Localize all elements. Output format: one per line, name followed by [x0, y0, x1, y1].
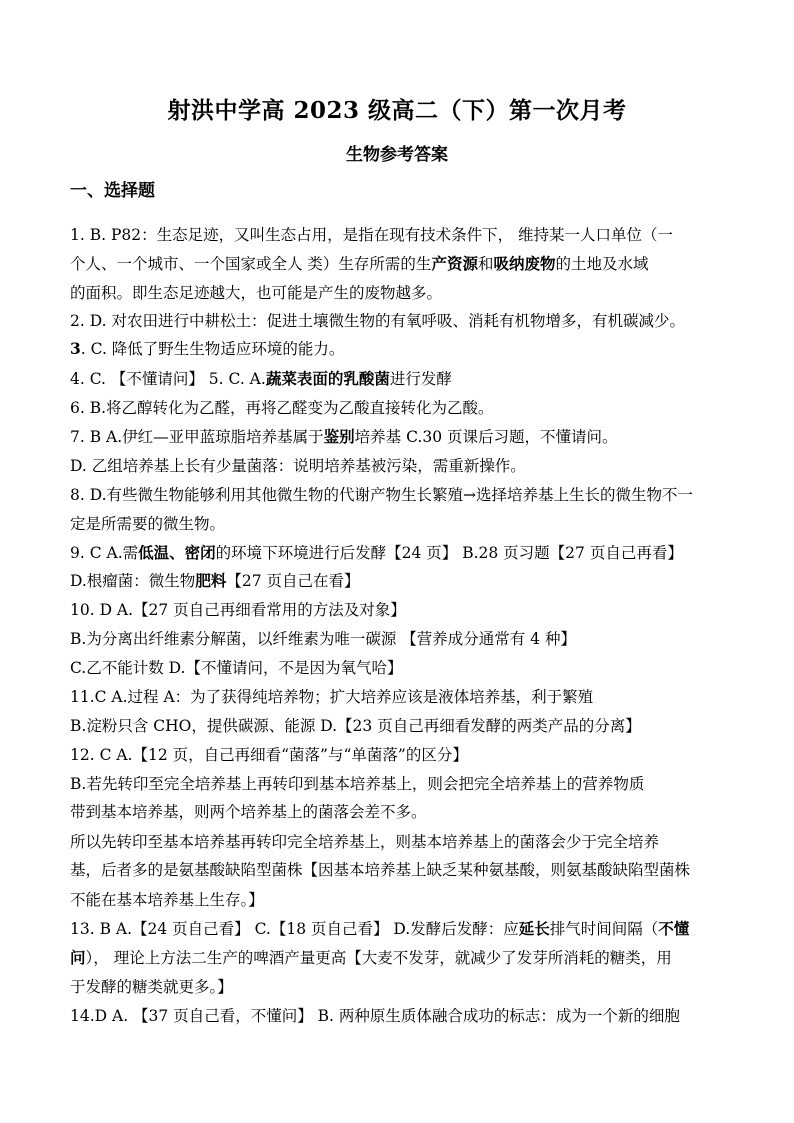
- answer-line: [70, 716, 641, 736]
- answer-line: [70, 485, 693, 505]
- answer-line: [70, 629, 576, 649]
- text-run: 于发酵的糖类就更多。】: [70, 978, 233, 996]
- text-run: 12. C A.【12 页，自己再细看“菌落”与“单菌落”的区分】: [70, 746, 468, 764]
- text-run: D.根瘤菌：微生物: [70, 572, 196, 590]
- bold-text-run: 产资源: [431, 254, 478, 273]
- answer-line: [70, 339, 344, 359]
- answer-line: [70, 802, 427, 822]
- answer-line: [70, 860, 690, 880]
- text-run: 的面积。即生态足迹越大，也可能是产生的废物越多。: [70, 284, 443, 302]
- text-run: 11.C A.过程 A：为了获得纯培养物；扩大培养应该是液体培养基，利于繁殖: [70, 688, 594, 706]
- text-run: 【27 页自己在看】: [226, 572, 360, 590]
- text-run: ）， 理论上方法二生产的啤酒产量更高【大麦不发芽，就减少了发芽所消耗的糖类，用: [85, 949, 672, 967]
- answer-line: [70, 254, 649, 274]
- text-run: 7. B A.伊红—亚甲蓝琼脂培养基属于: [70, 428, 324, 446]
- answer-line: [70, 369, 452, 389]
- text-run: B.淀粉只含 CHO，提供碳源、能源 D.【23 页自己再细看发酵的两类产品的分离】: [70, 717, 641, 735]
- bold-text-run: 不懂: [658, 919, 690, 938]
- text-run: 带到基本培养基，则两个培养基上的菌落会差不多。: [70, 803, 427, 821]
- answer-line: [70, 311, 685, 331]
- text-run: B.若先转印至完全培养基上再转印到基本培养基上，则会把完全培养基上的营养物质: [70, 775, 645, 793]
- text-run: 4. C. 【不懂请问】 5. C. A.: [70, 370, 266, 388]
- answer-line: [70, 571, 359, 591]
- text-run: D. 乙组培养基上长有少量菌落：说明培养基被污染，需重新操作。: [70, 457, 526, 475]
- text-run: 进行发酵: [389, 370, 452, 388]
- answer-line: [70, 225, 673, 245]
- answer-line: [70, 398, 494, 418]
- text-run: 9. C A.需: [70, 544, 139, 562]
- answer-line: [70, 687, 593, 707]
- answer-line: [70, 919, 689, 939]
- answer-line: [70, 745, 468, 765]
- text-run: 1. B. P82：生态足迹，又叫生态占用，是指在现有技术条件下， 维持某一人口单位（一: [70, 226, 674, 244]
- answer-line: [70, 1006, 680, 1026]
- text-run: 13. B A.【24 页自己看】 C.【18 页自己看】 D.发酵后发酵：应: [70, 920, 519, 938]
- bold-text-run: 肥料: [195, 571, 227, 590]
- answer-line: [70, 658, 402, 678]
- answer-line: [70, 543, 683, 563]
- text-run: 排气时间间隔（: [549, 920, 659, 938]
- text-run: 8. D.有些微生物能够利用其他微生物的代谢产物生长繁殖→选择培养基上生长的微生物不一: [70, 486, 694, 504]
- bold-text-run: 鉴别: [323, 427, 355, 446]
- text-run: 14.D A. 【37 页自己看，不懂问】 B. 两种原生质体融合成功的标志：成为一个新的细胞: [70, 1007, 680, 1025]
- text-run: 培养基 C.30 页课后习题，不懂请问。: [354, 428, 618, 446]
- text-run: 不能在基本培养基上生存。】: [70, 891, 264, 909]
- text-run: 6. B.将乙醇转化为乙醛，再将乙醛变为乙酸直接转化为乙酸。: [70, 399, 494, 417]
- text-run: 和: [477, 255, 494, 273]
- text-run: 2. D. 对农田进行中耕松土：促进土壤微生物的有氧呼吸、消耗有机物增多，有机碳减少。: [70, 312, 685, 330]
- section-heading: 一、选择题: [70, 181, 155, 201]
- bold-text-run: 低温、密闭: [138, 543, 216, 562]
- answer-line: [70, 283, 442, 303]
- answer-line: [70, 427, 617, 447]
- page-subtitle: 生物参考答案: [346, 145, 448, 165]
- bold-text-run: 吸纳废物: [493, 254, 556, 273]
- bold-text-run: 蔬菜表面的乳酸菌: [265, 369, 390, 388]
- bold-text-run: 3: [70, 339, 81, 358]
- text-run: . C. 降低了野生生物适应环境的能力。: [80, 340, 345, 358]
- answer-line: [70, 977, 233, 997]
- answer-line: [70, 600, 406, 620]
- text-run: 个人、一个城市、一个国家或全人 类）生存所需的生: [70, 255, 432, 273]
- text-run: 的环境下环境进行后发酵【24 页】 B.28 页习题【27 页自己再看】: [215, 544, 683, 562]
- text-run: C.乙不能计数 D.【不懂请问，不是因为氧气哈】: [70, 659, 403, 677]
- text-run: 的土地及水域: [555, 255, 649, 273]
- bold-text-run: 问: [70, 948, 86, 967]
- answer-line: [70, 832, 659, 852]
- answer-line: [70, 890, 264, 910]
- text-run: 基，后者多的是氨基酸缺陷型菌株【因基本培养基上缺乏某种氨基酸，则氨基酸缺陷型菌株: [70, 861, 691, 879]
- answer-line: [70, 774, 644, 794]
- text-run: 定是所需要的微生物。: [70, 515, 226, 533]
- answer-line: [70, 456, 526, 476]
- bold-text-run: 延长: [518, 919, 550, 938]
- text-run: 所以先转印至基本培养基再转印完全培养基上，则基本培养基上的菌落会少于完全培养: [70, 833, 660, 851]
- text-run: B.为分离出纤维素分解菌，以纤维素为唯一碳源 【营养成分通常有 4 种】: [70, 630, 576, 648]
- answer-line: [70, 514, 225, 534]
- text-run: 10. D A.【27 页自己再细看常用的方法及对象】: [70, 601, 406, 619]
- page-title: 射洪中学高 2023 级高二（下）第一次月考: [167, 97, 627, 124]
- answer-line: [70, 948, 672, 968]
